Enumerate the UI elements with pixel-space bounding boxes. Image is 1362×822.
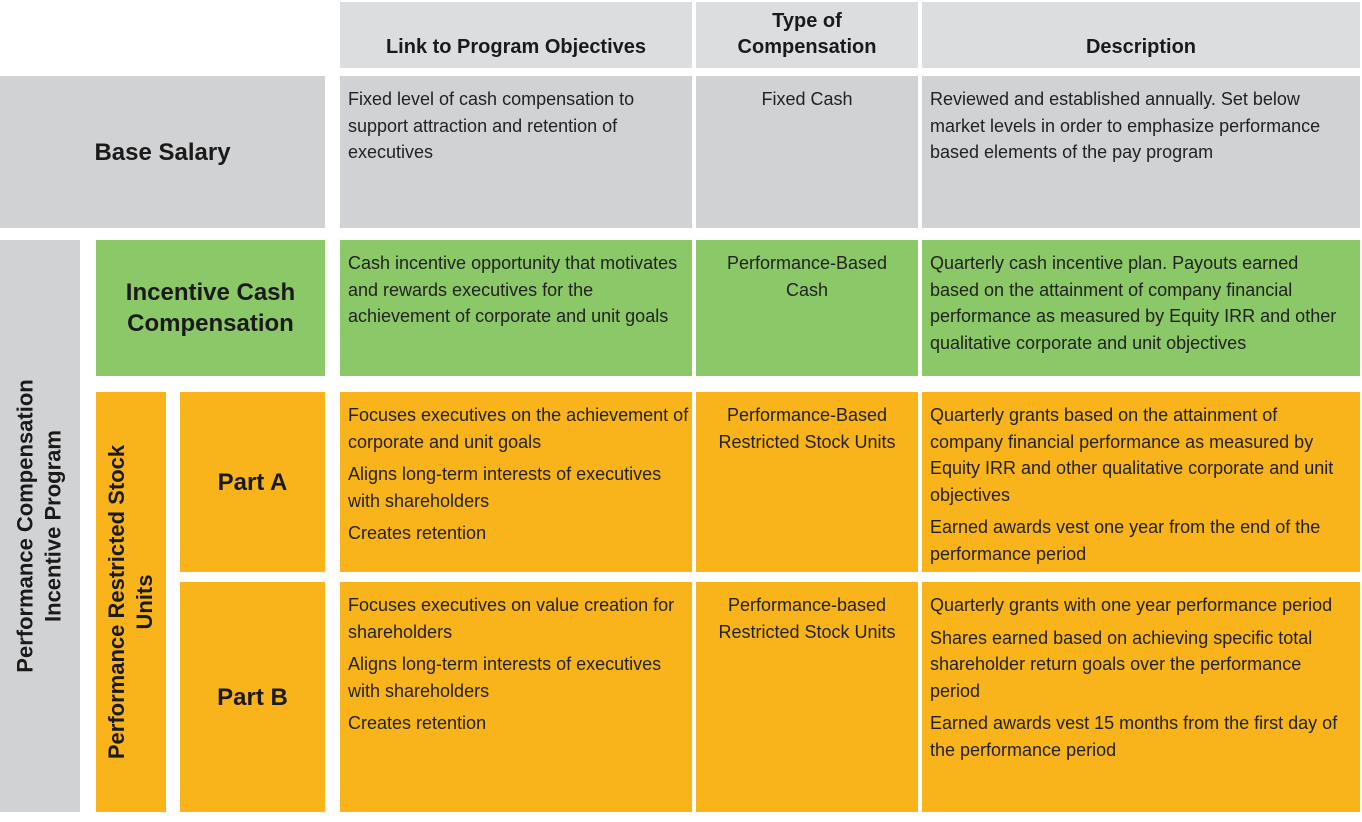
prsu-line-1: Performance Restricted Stock bbox=[104, 444, 130, 760]
header-link-objectives bbox=[340, 2, 692, 68]
incentive-cash-description-text: Quarterly cash incentive plan. Payouts earned based on the attainment of company financial performance as measured by Equity IRR and other qualitative corporate and unit objectives bbox=[930, 253, 1337, 353]
part-a-label: Part A bbox=[217, 468, 288, 496]
base-salary-label: Base Salary bbox=[94, 138, 231, 166]
part-a-description-1: Quarterly grants based on the attainment of company financial performance as measured by Equity IRR and other qualitative corporate and unit objectives bbox=[930, 405, 1334, 505]
part-b-description-2: Shares earned based on achieving specific total shareholder return goals over the performance period bbox=[930, 627, 1313, 701]
base-salary-description-text: Reviewed and established annually. Set below market levels in order to emphasize performance based elements of the pay program bbox=[930, 89, 1321, 162]
part-a-type-line-2: Restricted Stock Units bbox=[718, 431, 896, 452]
part-b-description-3: Earned awards vest 15 months from the first day of the performance period bbox=[930, 713, 1338, 760]
part-b-description-cell bbox=[922, 582, 1360, 812]
part-b-link-1: Focuses executives on value creation for shareholders bbox=[348, 595, 675, 642]
part-b-type-line-1: Performance-based bbox=[727, 595, 887, 615]
part-b-link-cell bbox=[340, 582, 692, 812]
header-description bbox=[922, 2, 1360, 68]
base-salary-link-cell bbox=[340, 76, 692, 228]
incentive-cash-type-line-2: Cash bbox=[785, 279, 829, 300]
row-label-base-salary bbox=[0, 76, 325, 228]
part-a-description-cell bbox=[922, 392, 1360, 572]
part-b-link-3: Creates retention bbox=[348, 713, 487, 733]
row-label-incentive-cash bbox=[96, 240, 325, 376]
base-salary-link-text: Fixed level of cash compensation to support attraction and retention of executives bbox=[348, 89, 635, 162]
base-salary-description-cell bbox=[922, 76, 1360, 228]
header-type-of-compensation bbox=[696, 2, 918, 68]
part-a-type-line-1: Performance-Based bbox=[726, 405, 888, 425]
base-salary-type-cell bbox=[696, 76, 918, 228]
performance-program-line-2: Incentive Program bbox=[41, 430, 66, 622]
header-link-objectives-text: Link to Program Objectives bbox=[385, 36, 647, 58]
prsu-label bbox=[96, 392, 166, 812]
part-b-type-cell bbox=[696, 582, 918, 812]
header-description-text: Description bbox=[1085, 36, 1197, 58]
part-a-link-2: Aligns long-term interests of executives with shareholders bbox=[348, 464, 662, 511]
header-type-line-1: Type of bbox=[772, 10, 842, 32]
part-b-description-1: Quarterly grants with one year performance period bbox=[930, 595, 1333, 615]
incentive-cash-link-cell bbox=[340, 240, 692, 376]
part-a-type-cell bbox=[696, 392, 918, 572]
prsu-line-2: Units bbox=[132, 574, 158, 630]
performance-compensation-program-label bbox=[0, 240, 80, 812]
incentive-cash-link-text: Cash incentive opportunity that motivates and rewards executives for the achievement of corporate and unit goals bbox=[348, 253, 678, 326]
header-type-line-2: Compensation bbox=[737, 36, 877, 58]
part-a-link-cell bbox=[340, 392, 692, 572]
incentive-cash-type-cell bbox=[696, 240, 918, 376]
part-a-description-2: Earned awards vest one year from the end of the performance period bbox=[930, 517, 1321, 564]
incentive-cash-type-line-1: Performance-Based bbox=[726, 253, 888, 273]
incentive-cash-description-cell bbox=[922, 240, 1360, 376]
incentive-cash-line-2: Compensation bbox=[127, 310, 294, 337]
incentive-cash-line-1: Incentive Cash bbox=[125, 279, 296, 306]
row-label-part-a bbox=[180, 392, 325, 572]
part-b-label: Part B bbox=[217, 683, 288, 711]
part-a-link-1: Focuses executives on the achievement of corporate and unit goals bbox=[348, 405, 689, 452]
base-salary-type-text: Fixed Cash bbox=[761, 89, 853, 109]
part-a-link-3: Creates retention bbox=[348, 523, 487, 543]
part-b-link-2: Aligns long-term interests of executives with shareholders bbox=[348, 654, 662, 701]
part-b-type-line-2: Restricted Stock Units bbox=[718, 621, 896, 642]
row-label-part-b bbox=[180, 582, 325, 812]
performance-program-line-1: Performance Compensation bbox=[13, 379, 38, 673]
